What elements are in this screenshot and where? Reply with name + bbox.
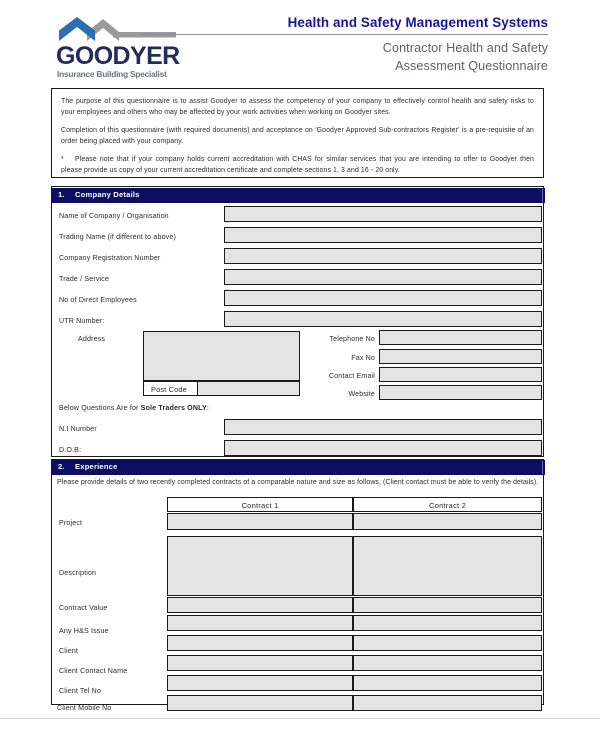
label-any-hs-issue: Any H&S Issue bbox=[59, 627, 109, 635]
sole-trader-note-prefix: Below Questions Are for bbox=[59, 404, 141, 412]
input-description-contract-2[interactable] bbox=[353, 536, 542, 596]
label-website: Website bbox=[348, 390, 375, 398]
label-client: Client bbox=[59, 647, 79, 655]
input-contact-email[interactable] bbox=[379, 367, 542, 382]
label-company-registration-number: Company Registration Number bbox=[59, 254, 161, 262]
input-description-contract-1[interactable] bbox=[167, 536, 353, 596]
input-fax-no[interactable] bbox=[379, 349, 542, 364]
column-header-contract-1-label: Contract 1 bbox=[241, 501, 279, 510]
input-project-contract-1[interactable] bbox=[167, 513, 353, 530]
section-1-header-bar bbox=[52, 188, 545, 203]
section-bar-end-tick bbox=[542, 189, 544, 202]
note-text: Please note that if your company holds current accreditation with CHAS for similar services that you are intending to offer to Goodyer then please provide us copy of your current accreditation certificate and complete sections 1, 3 and 16 - 20 only. bbox=[61, 156, 534, 174]
page-title: Health and Safety Management Systems bbox=[287, 15, 548, 30]
label-client-tel-no: Client Tel No bbox=[59, 687, 102, 695]
input-utr-number[interactable] bbox=[224, 311, 542, 327]
input-client-contract-1[interactable] bbox=[167, 635, 353, 651]
input-trading-name[interactable] bbox=[224, 227, 542, 243]
input-client-contact-name-contract-1[interactable] bbox=[167, 655, 353, 671]
label-contact-email: Contact Email bbox=[328, 372, 375, 380]
label-address: Address bbox=[78, 335, 106, 343]
input-client-mobile-no-contract-2[interactable] bbox=[353, 695, 542, 711]
input-client-tel-no-contract-2[interactable] bbox=[353, 675, 542, 691]
goodyer-logo bbox=[56, 16, 184, 82]
section-1-number: 1. bbox=[58, 190, 65, 199]
section-2-intro: Please provide details of two recently completed contracts of a comparable nature and size as follows, (Client contact must be able to verify the details). bbox=[57, 479, 539, 486]
input-website[interactable] bbox=[379, 385, 542, 400]
input-no-of-direct-employees[interactable] bbox=[224, 290, 542, 306]
intro-paragraph-1: The purpose of this questionnaire is to assist Goodyer to assess the competency of your company to effectively control health and safety risks to your employees and others who may be affected by your work activities when working on Goodyer sites. bbox=[61, 98, 534, 116]
header-titles bbox=[200, 14, 548, 75]
input-company-registration-number[interactable] bbox=[224, 248, 542, 264]
label-post-code: Post Code bbox=[151, 385, 187, 394]
title-underline bbox=[140, 34, 548, 35]
section-bar-end-tick-2 bbox=[542, 461, 544, 474]
page-header bbox=[0, 0, 600, 88]
section-2-header-bar bbox=[52, 460, 545, 475]
input-trade-service[interactable] bbox=[224, 269, 542, 285]
input-telephone-no[interactable] bbox=[379, 330, 542, 345]
input-dob[interactable] bbox=[224, 440, 542, 456]
input-client-mobile-no-contract-1[interactable] bbox=[167, 695, 353, 711]
label-utr-number: UTR Number: bbox=[59, 317, 105, 325]
label-dob: D.O.B: bbox=[59, 446, 82, 454]
logo-wordmark: GOODYER bbox=[56, 42, 180, 70]
section-2-number: 2. bbox=[58, 462, 65, 471]
label-description: Description bbox=[59, 569, 97, 577]
intro-box bbox=[51, 88, 544, 178]
label-project: Project bbox=[59, 519, 83, 527]
sole-trader-note-emphasis: Sole Traders ONLY bbox=[140, 404, 207, 412]
input-client-tel-no-contract-1[interactable] bbox=[167, 675, 353, 691]
label-trade-service: Trade / Service bbox=[59, 275, 110, 283]
label-no-of-direct-employees: No of Direct Employees bbox=[59, 296, 137, 304]
intro-note bbox=[61, 155, 534, 176]
input-client-contract-2[interactable] bbox=[353, 635, 542, 651]
label-trading-name: Trading Name (if different to above) bbox=[59, 233, 176, 241]
label-contract-value: Contract Value bbox=[59, 604, 108, 612]
input-any-hs-issue-contract-2[interactable] bbox=[353, 615, 542, 631]
page-subtitle-line-2: Assessment Questionnaire bbox=[395, 59, 548, 73]
intro-paragraph-2: Completion of this questionnaire (with required documents) and acceptance on 'Goodyer Approved Sub-contractors Register' is a pre-requisite of an order being placed with your company. bbox=[61, 127, 534, 145]
input-company-name[interactable] bbox=[224, 206, 542, 222]
label-client-mobile-no: Client Mobile No bbox=[57, 704, 112, 712]
input-contract-value-contract-2[interactable] bbox=[353, 597, 542, 613]
logo-tagline: Insurance Building Specialist bbox=[57, 69, 167, 79]
section-2-title: Experience bbox=[75, 462, 118, 471]
column-header-contract-2-label: Contract 2 bbox=[428, 501, 467, 510]
page-bottom-mask bbox=[0, 711, 600, 730]
label-telephone-no: Telephone No bbox=[329, 335, 375, 343]
sole-trader-note bbox=[59, 404, 209, 413]
input-any-hs-issue-contract-1[interactable] bbox=[167, 615, 353, 631]
sole-trader-note-suffix: : bbox=[206, 404, 209, 412]
section-1-title: Company Details bbox=[75, 190, 140, 199]
page-bottom-divider bbox=[0, 718, 600, 719]
note-asterisk: * bbox=[61, 156, 64, 164]
input-ni-number[interactable] bbox=[224, 419, 542, 435]
input-contract-value-contract-1[interactable] bbox=[167, 597, 353, 613]
label-client-contact-name: Client Contact Name bbox=[59, 667, 128, 675]
input-client-contact-name-contract-2[interactable] bbox=[353, 655, 542, 671]
label-fax-no: Fax No bbox=[351, 354, 375, 362]
input-project-contract-2[interactable] bbox=[353, 513, 542, 530]
page-subtitle-line-1: Contractor Health and Safety bbox=[382, 41, 548, 55]
input-address[interactable] bbox=[143, 331, 300, 381]
label-company-name: Name of Company / Organisation bbox=[59, 212, 169, 220]
label-ni-number: N.I Number bbox=[59, 425, 97, 433]
